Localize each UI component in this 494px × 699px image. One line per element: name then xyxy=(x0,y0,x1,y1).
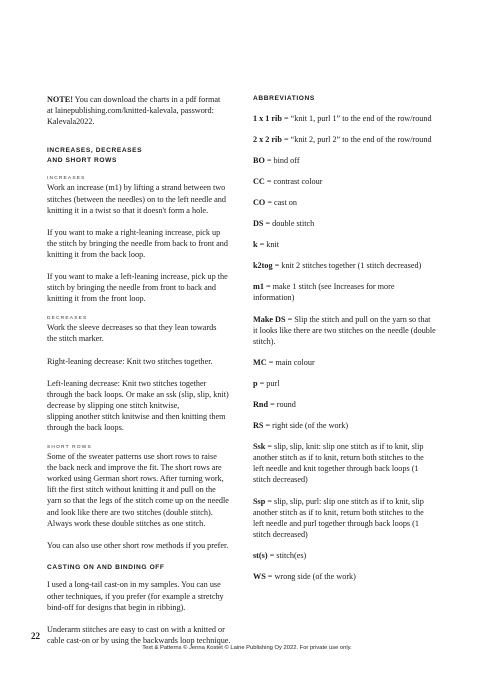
abbreviation-definition: = stitch(es) xyxy=(267,550,307,560)
abbreviation-definition: = bind off xyxy=(264,155,300,165)
abbreviation-entry xyxy=(253,281,450,303)
paragraph: I used a long-tail cast-on in my samples. You can use other techniques, if you prefer (for example a stretchy bind-off for designs that begin in ribbing). xyxy=(47,580,224,612)
abbreviations-column xyxy=(253,94,450,592)
abbreviation-definition: = double stitch xyxy=(263,219,315,229)
paragraph: Left-leaning decrease: Knit two stitches together through the back loops. Or make an ssk (slip, slip, knit) decrease by slipping one stitch knitwise, slipping another stitch knitwise and then knitting them through the back loops. xyxy=(47,378,229,432)
abbreviation-definition: = slip, slip, purl: slip one stitch as if to knit, slip xyxy=(265,496,424,506)
abbreviation-term: BO xyxy=(253,155,265,165)
abbreviation-term: Ssp xyxy=(253,496,266,506)
abbreviation-definition: stitch decreased) xyxy=(253,529,308,539)
abbreviation-term: k2tog xyxy=(253,261,273,271)
abbreviation-term: Rnd xyxy=(253,400,269,409)
section-heading-casting-on: CASTING ON AND BINDING OFF xyxy=(47,563,165,571)
abbreviation-term: CC xyxy=(253,176,265,186)
abbreviation-definition: = purl xyxy=(257,378,280,388)
abbreviation-definition: another stitch as if to knit, return both stitches to the xyxy=(253,453,424,463)
note-label: NOTE! xyxy=(47,95,73,104)
abbreviation-definition: another stitch as if to knit, return both stitches to the xyxy=(253,507,424,517)
abbreviation-definition: = knit 2 stitches together (1 stitch decreased) xyxy=(272,261,422,271)
abbreviation-definition: = cast on xyxy=(265,197,297,207)
abbreviation-definition: = slip, slip, knit: slip one stitch as if to knit, slip xyxy=(265,442,424,452)
subheading-decreases: DECREASES xyxy=(47,316,88,322)
abbreviation-entry xyxy=(253,134,450,145)
abbreviation-entry xyxy=(253,113,450,124)
section-heading-increases: INCREASES, DECREASES AND SHORT ROWS xyxy=(47,147,143,164)
abbreviation-term: m1 xyxy=(253,282,264,292)
abbreviation-definition: left needle and knit together through back loops (1 xyxy=(253,464,419,474)
download-note: NOTE! You can download the charts in a pdf format at lainepublishing.com/knitted-kalevala, password: Kalevala2022. xyxy=(47,95,221,127)
abbreviation-term: CO xyxy=(253,197,266,207)
paragraph: Work the sleeve decreases so that they lean towards the stitch marker. xyxy=(47,323,217,344)
abbreviation-entry xyxy=(253,176,450,187)
abbreviation-entry xyxy=(253,496,450,540)
subheading-increases: INCREASES xyxy=(47,176,86,182)
paragraph: Right-leaning decrease: Knit two stitches together. xyxy=(47,356,213,366)
abbreviation-definition: information) xyxy=(253,293,295,303)
abbreviation-entry xyxy=(253,314,450,347)
abbreviation-entry xyxy=(253,550,450,561)
left-column xyxy=(47,94,242,646)
paragraph: Underarm stitches are easy to cast on with a knitted or cable cast-on or by using the backwards loop technique. xyxy=(47,624,231,645)
abbreviation-definition: stitch decreased) xyxy=(253,475,308,485)
copyright-footer: Text & Patterns © Jenna Kostet © Laine Publishing Oy 2022. For private use only. xyxy=(142,645,352,651)
abbreviation-term: k xyxy=(253,240,258,250)
abbreviation-definition: stitch). xyxy=(253,336,276,346)
abbreviation-entry xyxy=(253,197,450,208)
abbreviation-term: MC xyxy=(253,357,267,367)
abbreviation-term: DS xyxy=(253,219,264,229)
abbreviation-definition: = round xyxy=(268,400,296,409)
abbreviation-entry xyxy=(253,218,450,229)
abbreviations-list xyxy=(253,113,450,583)
abbreviation-term: RS xyxy=(253,421,264,431)
abbreviation-term: WS xyxy=(253,572,266,582)
abbreviation-entry xyxy=(253,378,450,389)
abbreviation-term: 2 x 2 rib xyxy=(253,134,282,144)
abbreviation-entry xyxy=(253,399,450,410)
paragraph: If you want to make a right-leaning increase, pick up the stitch by bringing the needle from back to front and knitting it from the back loop. xyxy=(47,227,228,259)
abbreviation-term: p xyxy=(253,378,258,388)
abbreviation-term: st(s) xyxy=(253,550,268,560)
abbreviation-definition: = main colour xyxy=(266,357,315,367)
abbreviation-definition: = contrast colour xyxy=(264,176,323,186)
abbreviation-term: 1 x 1 rib xyxy=(253,113,282,123)
paragraph: Some of the sweater patterns use short rows to raise the back neck and improve the fit. The short rows are worked using German short rows. After turning work, lift the first stitch without knitting it and pull on the yarn so that the legs of the stitch come up on the needle and look like there are two stitches (double stitch). Always work these double stitches as one stitch. xyxy=(47,452,229,528)
abbreviation-definition: = right side (of the work) xyxy=(263,421,349,431)
abbreviation-definition: = knit xyxy=(257,240,280,250)
abbreviation-definition: = “knit 1, purl 1” to the end of the row/round xyxy=(281,113,432,123)
paragraph: Work an increase (m1) by lifting a strand between two stitches (between the needles) on to the left needle and knitting it in a twist so that it doesn't form a hole. xyxy=(47,183,226,215)
abbreviation-definition: = “knit 2, purl 2” to the end of the row/round xyxy=(281,134,432,144)
abbreviation-entry xyxy=(253,441,450,485)
abbreviation-term: Make DS xyxy=(253,314,286,324)
abbreviation-definition: it looks like there are two stitches on the needle (double xyxy=(253,325,436,335)
paragraph: You can also use other short row methods if you prefer. xyxy=(47,540,229,550)
abbreviation-entry xyxy=(253,260,450,271)
abbreviation-term: Ssk xyxy=(253,442,266,452)
section-heading-abbreviations: ABBREVIATIONS xyxy=(253,95,315,102)
abbreviation-entry xyxy=(253,155,450,166)
abbreviation-definition: = wrong side (of the work) xyxy=(265,572,356,582)
abbreviation-entry xyxy=(253,420,450,431)
subheading-short-rows: SHORT ROWS xyxy=(47,445,92,451)
abbreviation-entry xyxy=(253,357,450,368)
abbreviation-definition: = make 1 stitch (see Increases for more xyxy=(263,282,395,292)
paragraph: If you want to make a left-leaning increase, pick up the stitch by bringing the needle from front to back and knitting it from the front loop. xyxy=(47,272,228,304)
abbreviation-entry xyxy=(253,571,450,582)
abbreviation-definition: = Slip the stitch and pull on the yarn so that xyxy=(285,314,431,324)
page-number: 22 xyxy=(31,631,40,641)
abbreviation-definition: left needle and purl together through back loops (1 xyxy=(253,518,419,528)
abbreviation-entry xyxy=(253,239,450,250)
